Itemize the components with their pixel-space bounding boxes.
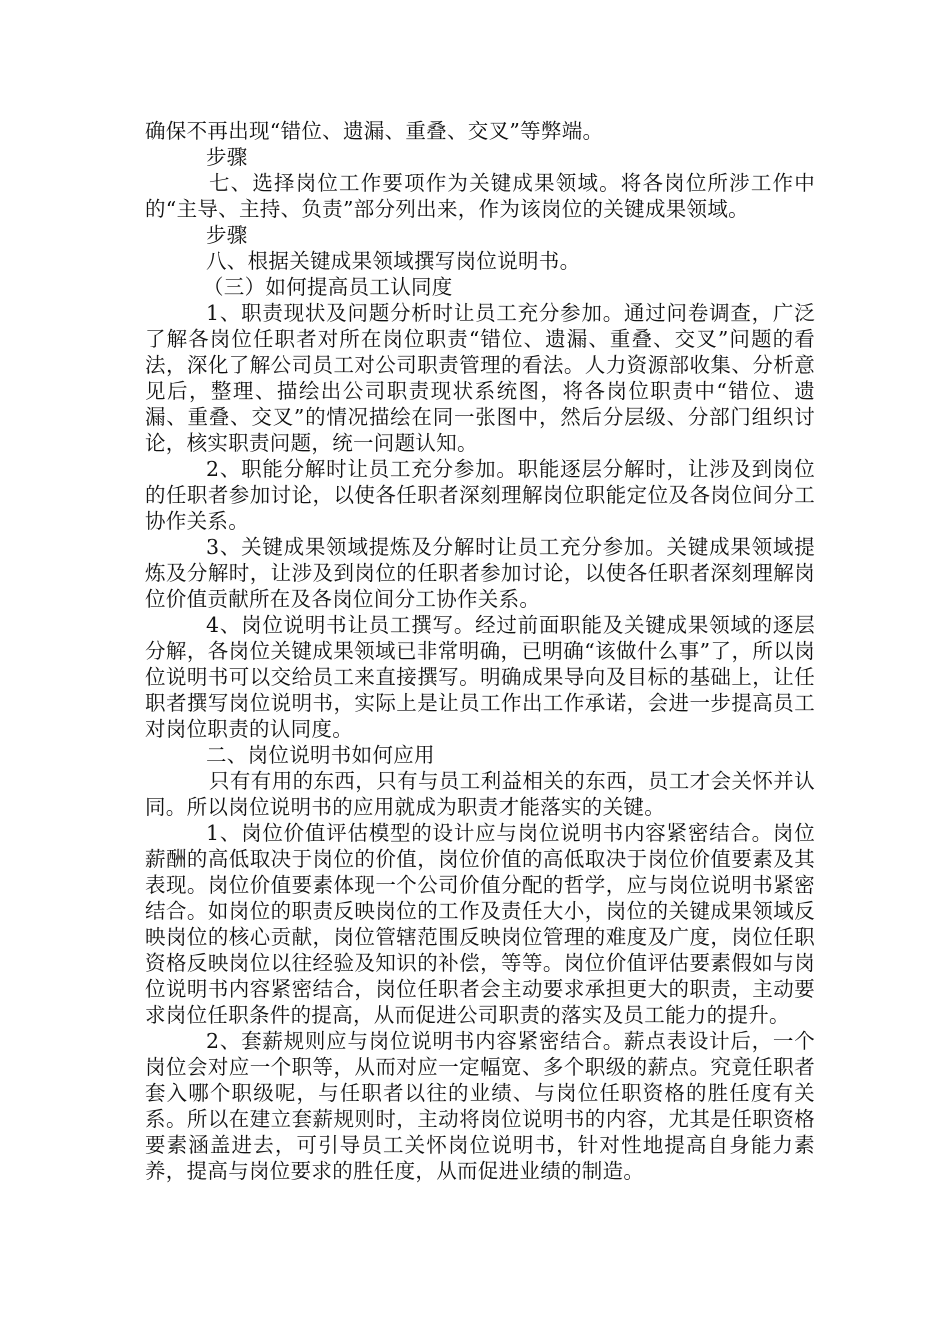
section-heading: （三）如何提高员工认同度 <box>203 275 453 299</box>
paragraph: 2、套薪规则应与岗位说明书内容紧密结合。薪点表设计后，一个岗位会对应一个职等，从而对应一定幅宽、多个职级的薪点。究竟任职者套入哪个职级呢，与任职者以往的业绩、与岗位任职资格的胜任度有关系。所以在建立套薪规则时，主动将岗位说明书的内容，尤其是任职资格要素涵盖进去，可引导员工关怀岗位说明书，针对性地提高自身能力素养，提高与岗位要求的胜任度，从而促进业绩的制造。 <box>145 1029 815 1183</box>
paragraph: 1、职责现状及问题分析时让员工充分参加。通过问卷调查，广泛了解各岗位任职者对所在岗位职责“错位、遗漏、重叠、交叉”问题的看法，深化了解公司员工对公司职责管理的看法。人力资源部收集、分析意见后，整理、描绘出公司职责现状系统图，将各岗位职责中“错位、遗漏、重叠、交叉”的情况描绘在同一张图中，然后分层级、分部门组织讨论，核实职责问题，统一问题认知。 <box>145 301 815 455</box>
paragraph: 1、岗位价值评估模型的设计应与岗位说明书内容紧密结合。岗位薪酬的高低取决于岗位的价值，岗位价值的高低取决于岗位价值要素及其表现。岗位价值要素体现一个公司价值分配的哲学，应与岗位说明书紧密结合。如岗位的职责反映岗位的工作及责任大小，岗位的关键成果领域反映岗位的核心贡献，岗位管辖范围反映岗位管理的难度及广度，岗位任职资格反映岗位以往经验及知识的补偿，等等。岗位价值评估要素假如与岗位说明书内容紧密结合，岗位任职者会主动要求承担更大的职责，主动要求岗位任职条件的提高，从而促进公司职责的落实及员工能力的提升。 <box>145 821 815 1027</box>
document-body <box>145 118 815 1184</box>
paragraph: 步骤 <box>206 145 248 169</box>
paragraph: 步骤 <box>206 223 248 247</box>
section-heading: 二、岗位说明书如何应用 <box>206 743 435 767</box>
paragraph: 七、选择岗位工作要项作为关键成果领域。将各岗位所涉工作中的“主导、主持、负责”部分列出来，作为该岗位的关键成果领域。 <box>145 171 815 221</box>
paragraph: 确保不再出现“错位、遗漏、重叠、交叉”等弊端。 <box>145 119 604 143</box>
paragraph: 3、关键成果领域提炼及分解时让员工充分参加。关键成果领域提炼及分解时，让涉及到岗位的任职者参加讨论，以使各任职者深刻理解岗位价值贡献所在及各岗位间分工协作关系。 <box>145 535 815 611</box>
paragraph: 4、岗位说明书让员工撰写。经过前面职能及关键成果领域的逐层分解，各岗位关键成果领域已非常明确，已明确“该做什么事”了，所以岗位说明书可以交给员工来直接撰写。明确成果导向及目标的基础上，让任职者撰写岗位说明书，实际上是让员工作出工作承诺，会进一步提高员工对岗位职责的认同度。 <box>145 613 815 741</box>
paragraph: 2、职能分解时让员工充分参加。职能逐层分解时，让涉及到岗位的任职者参加讨论，以使各任职者深刻理解岗位职能定位及各岗位间分工协作关系。 <box>145 457 815 533</box>
paragraph: 只有有用的东西，只有与员工利益相关的东西，员工才会关怀并认同。所以岗位说明书的应用就成为职责才能落实的关键。 <box>145 769 815 819</box>
paragraph: 八、根据关键成果领域撰写岗位说明书。 <box>206 249 581 273</box>
